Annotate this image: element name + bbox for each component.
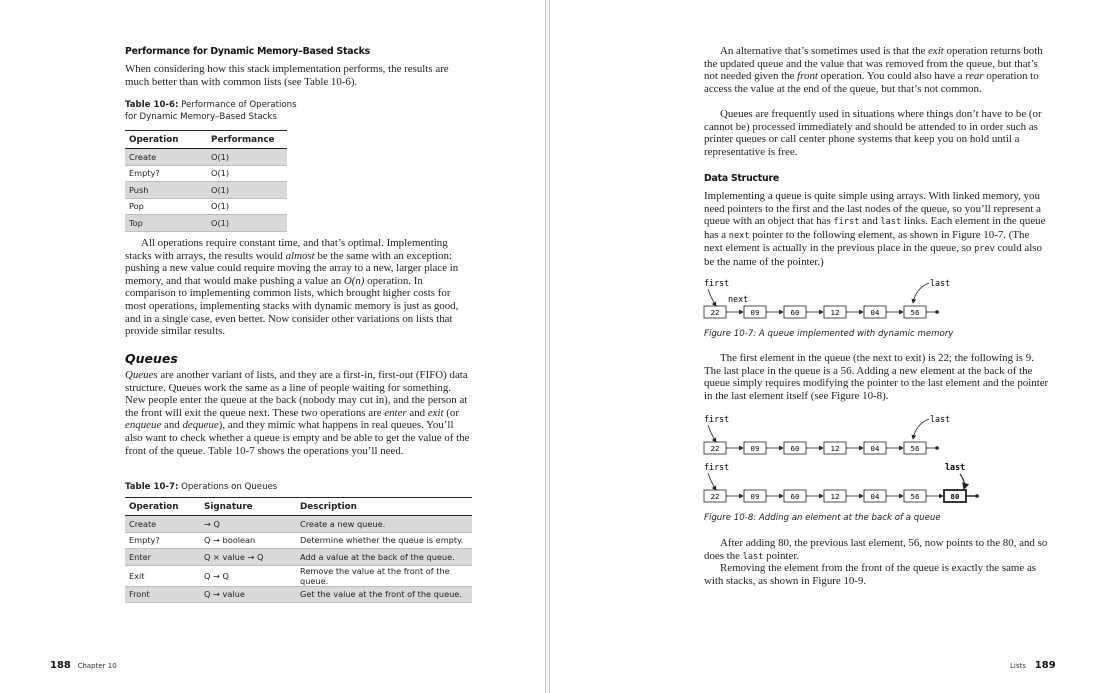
last-pointer-label: last xyxy=(930,278,951,288)
data-structure-heading: Data Structure xyxy=(704,173,779,184)
table-row: Create → Q Create a new queue. xyxy=(125,516,472,533)
table-row: Enter Q × value → Q Add a value at the back of the queue. xyxy=(125,549,472,566)
data-structure-paragraph: Implementing a queue is quite simple using arrays. With linked memory, you need pointers to the first and the last nodes of the queue, so you’ll represent a queue with an object that has first and last links. Each element in the queue has a next pointer to the following element, as shown in Figure 10-7. (The next element is actually in the previous place in the queue, so prev could also be the name of the pointer.) xyxy=(704,190,1046,268)
figure-10-8 xyxy=(700,410,1000,510)
list-node-value: 09 xyxy=(750,308,760,317)
usage-paragraph: Queues are frequently used in situations where things don’t have to be (or cannot be) processed immediately and should be attended to in order such as printer queues or call center phone systems that keep you on hold until a representative is free. xyxy=(704,108,1042,158)
table-row: Push O(1) xyxy=(125,182,287,199)
table-header: Signature xyxy=(200,498,296,516)
figure-10-7-caption: Figure 10-7: A queue implemented with dynamic memory xyxy=(704,329,954,339)
perf-heading: Performance for Dynamic Memory–Based Stacks xyxy=(125,46,370,57)
list-node-value: 56 xyxy=(910,444,920,453)
first-element-paragraph: The first element in the queue (the next to exit) is 22; the following is 9. The last place in the queue is a 56. Adding a new element at the back of the queue simply requires modifying the pointer to the last element and the pointer in the last element itself (see Figure 10-8). xyxy=(704,352,1049,402)
alternative-paragraph: An alternative that’s sometimes used is that the exit operation returns both the updated queue and the value that was removed from the queue, but that’s not needed given the front operation. You could also have a rear operation to access the value at the end of the queue, but that’s not common. xyxy=(704,45,1043,95)
table-row: Empty? Q → boolean Determine whether the queue is empty. xyxy=(125,532,472,549)
left-page xyxy=(0,0,545,693)
list-node-value: 12 xyxy=(830,444,840,453)
queues-paragraph: Queues are another variant of lists, and they are a first-in, first-out (FIFO) data structure. Queues work the same as a line of people waiting for something. New people enter the queue at the back (nobody may cut in), and the person at the front will exit the queue next. These two operations are enter and exit (or enqueue and dequeue), and they mimic what happens in real queues. You’ll also want to check whether a queue is empty and be able to get the value of the front of the queue. Table 10-7 shows the operations you’ll need. xyxy=(125,369,470,457)
figure-10-7 xyxy=(700,274,960,324)
table-row: Empty? O(1) xyxy=(125,165,287,182)
first-pointer-label: first xyxy=(704,462,730,472)
table-10-7-caption: Table 10-7: Operations on Queues xyxy=(125,482,278,492)
constant-time-paragraph: All operations require constant time, and that’s optimal. Implementing stacks with arrays, the results would almost be the same with an exception: pushing a new value could require moving the array to a new, larger place in memory, and that would make pushing a value an O(n) operation. In comparison to implementing common lists, which brought higher costs for most operations, implementing stacks with dynamic memory is just as good, and in a single case, even better. Now consider other variations on lists that provide similar results. xyxy=(125,237,459,338)
list-node-value: 04 xyxy=(870,308,880,317)
list-node-value: 09 xyxy=(750,444,760,453)
right-page xyxy=(550,0,1100,693)
list-node-value: 22 xyxy=(710,492,720,501)
table-header: Operation xyxy=(125,131,207,149)
first-pointer-label: first xyxy=(704,278,730,288)
null-terminator-dot xyxy=(935,446,939,450)
list-node-value: 56 xyxy=(910,308,920,317)
list-node-value: 04 xyxy=(870,492,880,501)
after-adding-paragraph: After adding 80, the previous last element, 56, now points to the 80, and so does the last pointer. xyxy=(704,537,1048,562)
list-node-value: 12 xyxy=(830,492,840,501)
table-row: Exit Q → Q Remove the value at the front of the queue. xyxy=(125,565,472,586)
left-folio xyxy=(50,660,117,671)
right-folio xyxy=(1010,660,1056,671)
table-row: Front Q → value Get the value at the front of the queue. xyxy=(125,586,472,603)
list-node-value: 22 xyxy=(710,308,720,317)
page-number: 189 xyxy=(1034,660,1056,671)
queues-heading: Queues xyxy=(125,351,178,366)
chapter-label: Chapter 10 xyxy=(77,662,117,670)
list-node-value: 60 xyxy=(790,492,800,501)
page-number: 188 xyxy=(50,660,71,671)
removing-paragraph: Removing the element from the front of the queue is exactly the same as with stacks, as shown in Figure 10-9. xyxy=(704,562,1037,587)
list-node-value: 12 xyxy=(830,308,840,317)
table-header: Performance xyxy=(207,131,287,149)
table-row: Create O(1) xyxy=(125,149,287,166)
null-terminator-dot xyxy=(975,494,979,498)
table-header: Description xyxy=(296,498,472,516)
first-pointer-label: first xyxy=(704,414,730,424)
last-pointer-label: last xyxy=(930,414,951,424)
perf-paragraph: When considering how this stack implementation performs, the results are much better than with common lists (see Table 10-6). xyxy=(125,63,449,88)
table-10-7 xyxy=(125,497,472,603)
table-row: Pop O(1) xyxy=(125,198,287,215)
list-node-value: 60 xyxy=(790,308,800,317)
table-row: Top O(1) xyxy=(125,215,287,232)
next-pointer-label: next xyxy=(728,294,749,304)
list-node-value: 60 xyxy=(790,444,800,453)
figure-10-8-caption: Figure 10-8: Adding an element at the back of a queue xyxy=(704,513,941,523)
list-node-value: 56 xyxy=(910,492,920,501)
table-10-6-caption: Table 10-6: Performance of Operations for Dynamic Memory–Based Stacks xyxy=(125,100,297,122)
table-10-6 xyxy=(125,130,287,232)
list-node-value: 22 xyxy=(710,444,720,453)
table-header: Operation xyxy=(125,498,200,516)
list-node-value: 80 xyxy=(950,492,960,501)
chapter-label: Lists xyxy=(1010,662,1026,670)
list-node-value: 09 xyxy=(750,492,760,501)
last-pointer-label: last xyxy=(945,462,966,472)
list-node-value: 04 xyxy=(870,444,880,453)
null-terminator-dot xyxy=(935,310,939,314)
